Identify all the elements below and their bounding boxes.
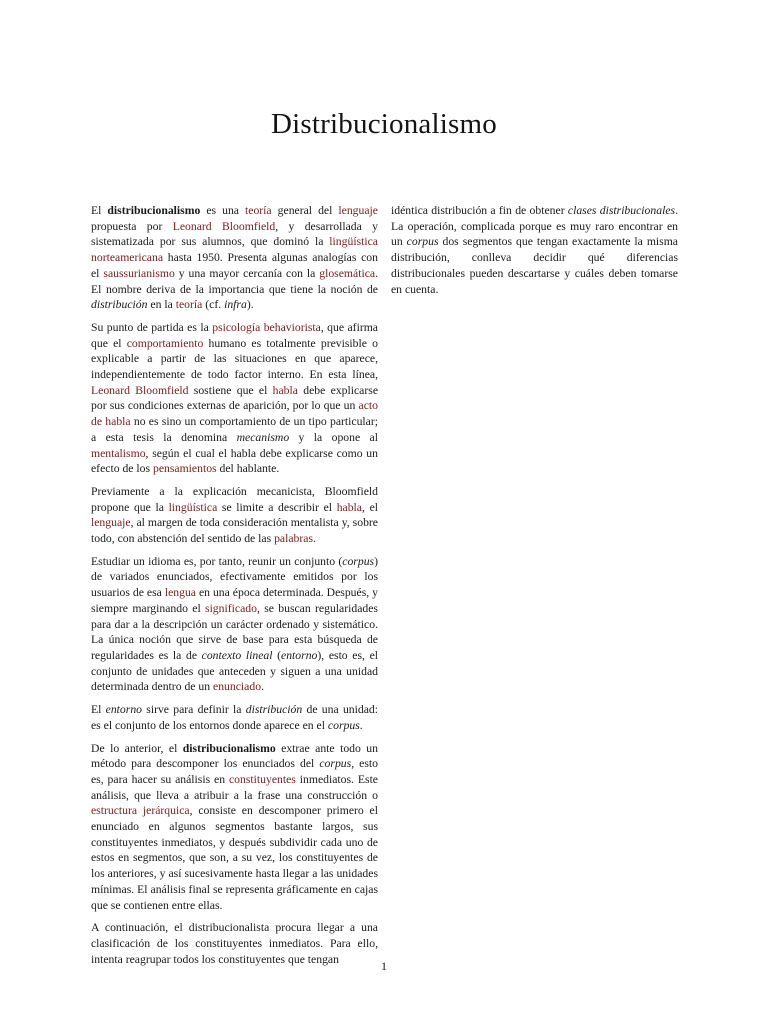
wiki-link[interactable]: acto de habla [91,399,378,429]
text-run: El [91,703,106,717]
paragraph-p8 [391,203,678,297]
bold-term: distribucionalismo [107,204,201,217]
text-run: , esto es, para hacer su análisis en [91,757,378,786]
text-run: ( [272,648,282,662]
page-title: Distribucionalismo [271,108,497,140]
text-run: no es sino un comportamiento de un tipo particular; a esta tesis la denomina [91,415,379,444]
wiki-link[interactable]: Leonard Bloomfield [172,219,276,233]
wiki-link[interactable]: teoría [175,298,203,312]
text-run: propuesta por [91,219,173,233]
wiki-link[interactable]: habla [272,383,298,397]
text-run: (cf. [202,298,225,312]
text-run: del hablante. [216,462,280,476]
right-column [391,203,678,297]
text-run: debe explicarse por sus condiciones externas de aparición, por lo que un [91,383,379,413]
text-run: Estudiar un idioma es, por tanto, reunir un conjunto ( [91,554,343,568]
wiki-link[interactable]: pensamientos [152,462,217,476]
italic-term: distribución [91,298,148,312]
wiki-link[interactable]: lenguaje [338,204,378,217]
wiki-link[interactable]: constituyentes [228,772,296,786]
text-run: sirve para definir la [142,703,246,717]
paragraph-p2 [91,320,378,477]
text-run: dos segmentos que tengan exactamente la misma distribución, conlleva decidir qué diferencias distribucionales pueden descartarse y cuáles deben tomarse en cuenta. [391,235,678,296]
italic-term: distribución [245,703,303,717]
text-run: , según el cual el habla debe explicarse como un efecto de los [91,446,378,476]
italic-term: corpus [406,235,439,249]
text-run: De lo anterior, el [91,741,183,755]
text-run: en la [147,298,176,312]
italic-term: mecanismo [236,430,290,444]
text-run: . [313,532,316,546]
text-run: Previamente a la explicación mecanicista, Bloomfield propone que la [91,484,378,514]
text-run: , consiste en descomponer primero el enunciado en algunos segmentos bastante largos, sus constituyentes inmediatos, y después subdividir cada uno de estos en segmentos, que son, a su vez, los constituyentes de los anteriores, y así sucesivamente hasta llegar a las unidades mínimas. El análisis final se representa gráficamente en cajas que se contienen entre ellas. [91,804,378,912]
paragraph-p6 [91,741,378,914]
text-run: de una unidad: es el conjunto de los entornos donde aparece en el [91,703,378,732]
text-run: , se buscan regularidades para dar a la descripción un carácter ordenado y sistemático. La única noción que sirve de base para esta búsqueda de regularidades es la de [91,601,378,662]
text-run: idéntica distribución a fin de obtener [391,204,568,217]
text-run: . La operación, complicada porque es muy raro encontrar en un [391,204,678,249]
text-run: Su punto de partida es la [91,320,213,334]
text-run: . [261,680,264,694]
wiki-link[interactable]: teoría [245,204,272,217]
wiki-link[interactable]: Leonard Bloomfield [91,383,189,397]
wiki-link[interactable]: lingüística norteamericana [91,235,378,265]
italic-term: corpus [342,554,375,568]
text-run: hasta 1950. Presenta algunas analogías con el [91,251,378,280]
text-run: general del [271,204,339,217]
text-run: sostiene que el [188,383,273,397]
text-run: es una [200,204,246,217]
wiki-link[interactable]: psicología behaviorista [212,320,321,334]
wiki-link[interactable]: lengua [164,586,196,600]
wiki-link[interactable]: enunciado [213,680,262,694]
text-run: humano es totalmente previsible o explicable a partir de las situaciones en que aparece, independientemente de todo factor interno. En esta línea, [91,336,378,382]
italic-term: entorno [281,648,318,662]
text-run: extrae ante todo un método para descomponer los enunciados del [91,741,378,771]
italic-term: corpus [327,718,360,732]
paragraph-p1 [91,203,378,313]
wiki-link[interactable]: glosemática [319,266,376,280]
text-run: ), esto es, el conjunto de unidades que anteceden y siguen a una unidad determinada dentro de un [91,648,378,694]
bold-term: distribucionalismo [182,741,276,755]
text-run: . [359,718,363,732]
italic-term: clases distribucionales [567,204,676,217]
wiki-link[interactable]: lingüística [168,500,218,514]
wiki-link[interactable]: estructura jerárquica [91,804,190,818]
paragraph-p4 [91,554,378,695]
text-run: y la opone al [289,430,378,444]
text-run: ) de variados enunciados, efectivamente emitidos por los usuarios de esa [91,554,378,600]
text-run: ). [246,298,254,312]
wiki-link[interactable]: palabras [274,532,313,546]
text-run: , y desarrollada y sistematizada por sus alumnos, que dominó la [91,219,378,249]
italic-term: infra [224,298,247,312]
text-run: , que afirma que el [91,320,378,350]
paragraph-p3 [91,484,378,547]
italic-term: entorno [105,703,143,717]
wiki-link[interactable]: lenguaje [91,516,131,530]
wiki-link[interactable]: mentalismo [91,446,146,460]
text-run: en una época determinada. Después, y siempre marginando el [91,586,378,615]
wiki-link[interactable]: significado [205,601,257,615]
text-run: y una mayor cercanía con la [174,266,320,280]
italic-term: corpus [319,757,352,771]
wiki-link[interactable]: comportamiento [126,336,204,350]
wiki-link[interactable]: habla [336,500,362,514]
wiki-link[interactable]: saussurianismo [103,266,175,280]
text-run: . El nombre deriva de la importancia que tiene la noción de [91,266,378,296]
text-run: se limite a describir el [217,500,337,514]
text-run: A continuación, el distribucionalista procura llegar a una clasificación de los constituyentes inmediatos. Para ello, intenta reagrupar todos los constituyentes que tengan [91,921,378,966]
page-number: 1 [381,959,387,973]
text-run: , al margen de toda consideración mentalista y, sobre todo, con abstención del sentido de las [91,516,378,546]
text-run: inmediatos. Este análisis, que lleva a atribuir a la frase una construcción o [91,772,378,802]
paragraph-p5 [91,702,378,733]
text-run: , el [362,500,379,514]
text-run: El [91,204,108,217]
left-column [91,203,378,967]
italic-term: contexto lineal [201,648,273,662]
